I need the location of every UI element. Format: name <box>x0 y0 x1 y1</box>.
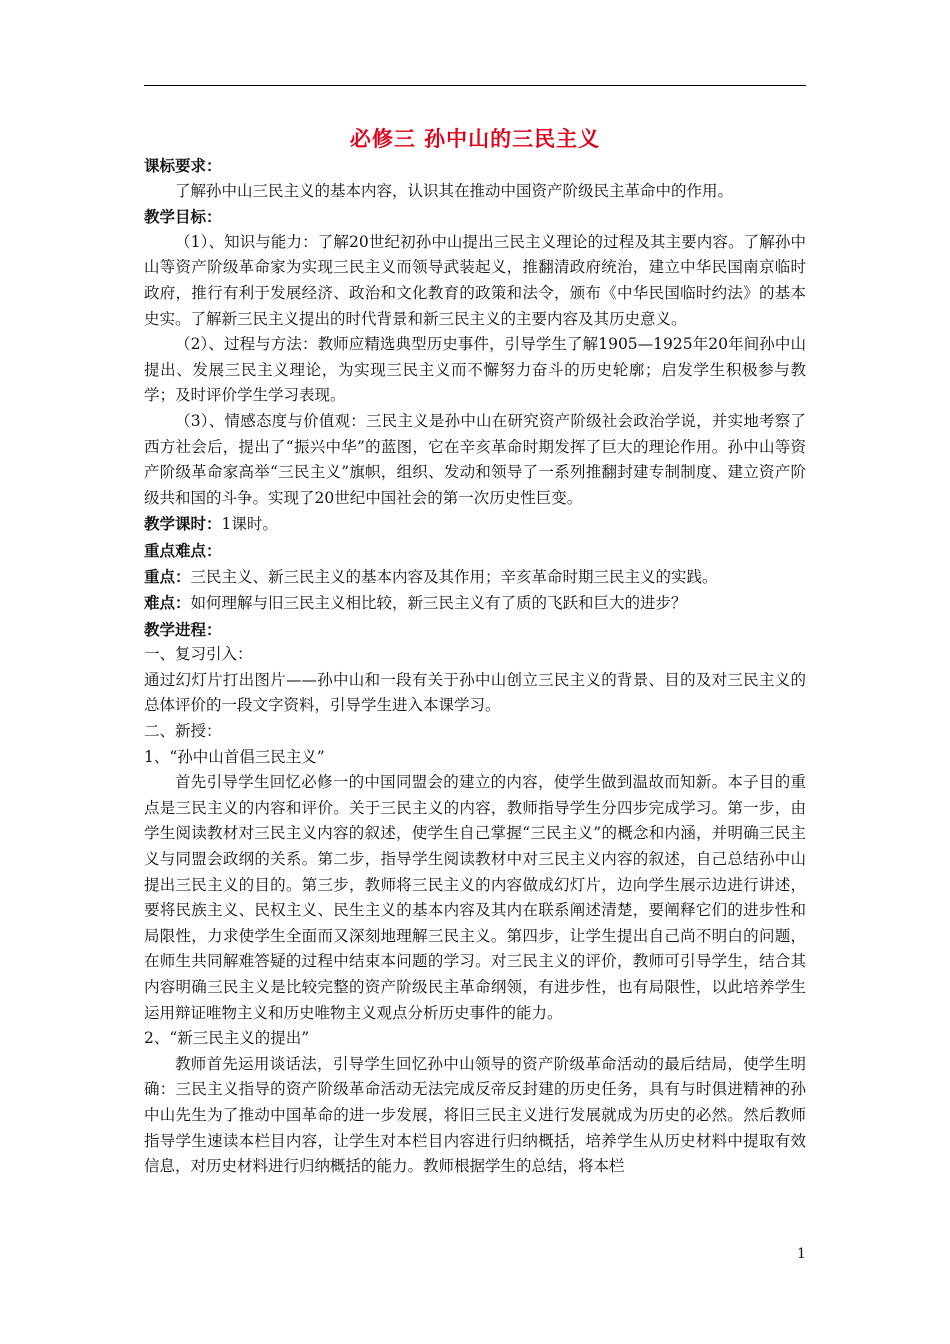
process-heading: 教学进程： <box>144 619 222 639</box>
document-body <box>144 153 806 1180</box>
key-point-label: 重点： <box>144 566 191 586</box>
difficult-point-label: 难点： <box>144 593 191 613</box>
page-title: 必修三 孙中山的三民主义 <box>349 126 601 151</box>
review-text: 通过幻灯片打出图片——孙中山和一段有关于孙中山创立三民主义的背景、目的及对三民主义的总体评价的一段文字资料，引导学生进入本课学习。 <box>144 670 806 715</box>
objective-item: （3）、情感态度与价值观：三民主义是孙中山在研究资产阶级社会政治学说，并实地考察了西方社会后，提出了“振兴中华”的蓝图，它在辛亥革命时期发挥了巨大的理论作用。孙中山等资产阶级革命家高举“三民主义”旗帜，组织、发动和领导了一系列推翻封建专制制度、建立资产阶级共和国的斗争。实现了20世纪中国社会的第一次历史性巨变。 <box>144 411 806 507</box>
difficult-point <box>144 590 806 617</box>
curriculum-text: 了解孙中山三民主义的基本内容，认识其在推动中国资产阶级民主革命中的作用。 <box>175 181 734 200</box>
page-number: 1 <box>797 1246 806 1262</box>
objective-item: （1）、知识与能力：了解20世纪初孙中山提出三民主义理论的过程及其主要内容。了解孙中山等资产阶级革命家为实现三民主义而领导武装起义，推翻清政府统治，建立中华民国南京临时政府，推行有利于发展经济、政治和文化教育的政策和法令，颁布《中华民国临时约法》的基本史实。了解新三民主义提出的时代背景和新三民主义的主要内容及其历史意义。 <box>144 232 806 328</box>
key-point-text: 三民主义、新三民主义的基本内容及其作用；辛亥革命时期三民主义的实践。 <box>190 567 718 586</box>
objective-item: （2）、过程与方法：教师应精选典型历史事件，引导学生了解1905—1925年20年间孙中山提出、发展三民主义理论，为实现三民主义而不懈努力奋斗的历史轮廓；启发学生积极参与教学；及时评价学生学习表现。 <box>144 335 806 405</box>
key-points-heading: 重点难点： <box>144 540 222 560</box>
difficult-point-text: 如何理解与旧三民主义相比较，新三民主义有了质的飞跃和巨大的进步？ <box>190 594 687 613</box>
section2-heading: 2、“新三民主义的提出” <box>144 1029 310 1048</box>
section1-heading: 1、“孙中山首倡三民主义” <box>144 747 325 766</box>
review-heading: 一、复习引入： <box>144 645 253 664</box>
class-hours-label: 教学课时： <box>144 514 222 534</box>
curriculum-heading: 课标要求： <box>144 156 222 175</box>
section2-text: 教师首先运用谈话法，引导学生回忆孙中山领导的资产阶级革命活动的最后结局，使学生明确：三民主义指导的资产阶级革命活动无法完成反帝反封建的历史任务，具有与时俱进精神的孙中山先生为了推动中国革命的进一步发展，将旧三民主义进行发展就成为历史的必然。然后教师指导学生速读本栏目内容，让学生对本栏目内容进行归纳概括，培养学生从历史材料中提取有效信息，对历史材料进行归纳概括的能力。教师根据学生的总结，将本栏 <box>144 1054 806 1176</box>
class-hours-value: 1课时。 <box>221 515 278 534</box>
header-rule <box>144 85 806 86</box>
section1-text: 首先引导学生回忆必修一的中国同盟会的建立的内容，使学生做到温故而知新。本子目的重点是三民主义的内容和评价。关于三民主义的内容，教师指导学生分四步完成学习。第一步，由学生阅读教材对三民主义内容的叙述，使学生自己掌握“三民主义”的概念和内涵，并明确三民主义与同盟会政纲的关系。第二步，指导学生阅读教材中对三民主义内容的叙述，自己总结孙中山提出三民主义的目的。第三步，教师将三民主义的内容做成幻灯片，边向学生展示边进行讲述，要将民族主义、民权主义、民生主义的基本内容及其内在联系阐述清楚，要阐释它们的进步性和局限性，力求使学生全面而又深刻地理解三民主义。第四步，让学生提出自己尚不明白的问题，在师生共同解难答疑的过程中结束本问题的学习。对三民主义的评价，教师可引导学生，结合其内容明确三民主义是比较完整的资产阶级民主革命纲领，有进步性，也有局限性，以此培养学生运用辩证唯物主义和历史唯物主义观点分析历史事件的能力。 <box>144 773 806 1022</box>
class-hours <box>144 511 806 538</box>
objectives-heading: 教学目标： <box>144 207 222 227</box>
key-point <box>144 564 806 591</box>
new-lesson-heading: 二、新授： <box>144 722 222 741</box>
